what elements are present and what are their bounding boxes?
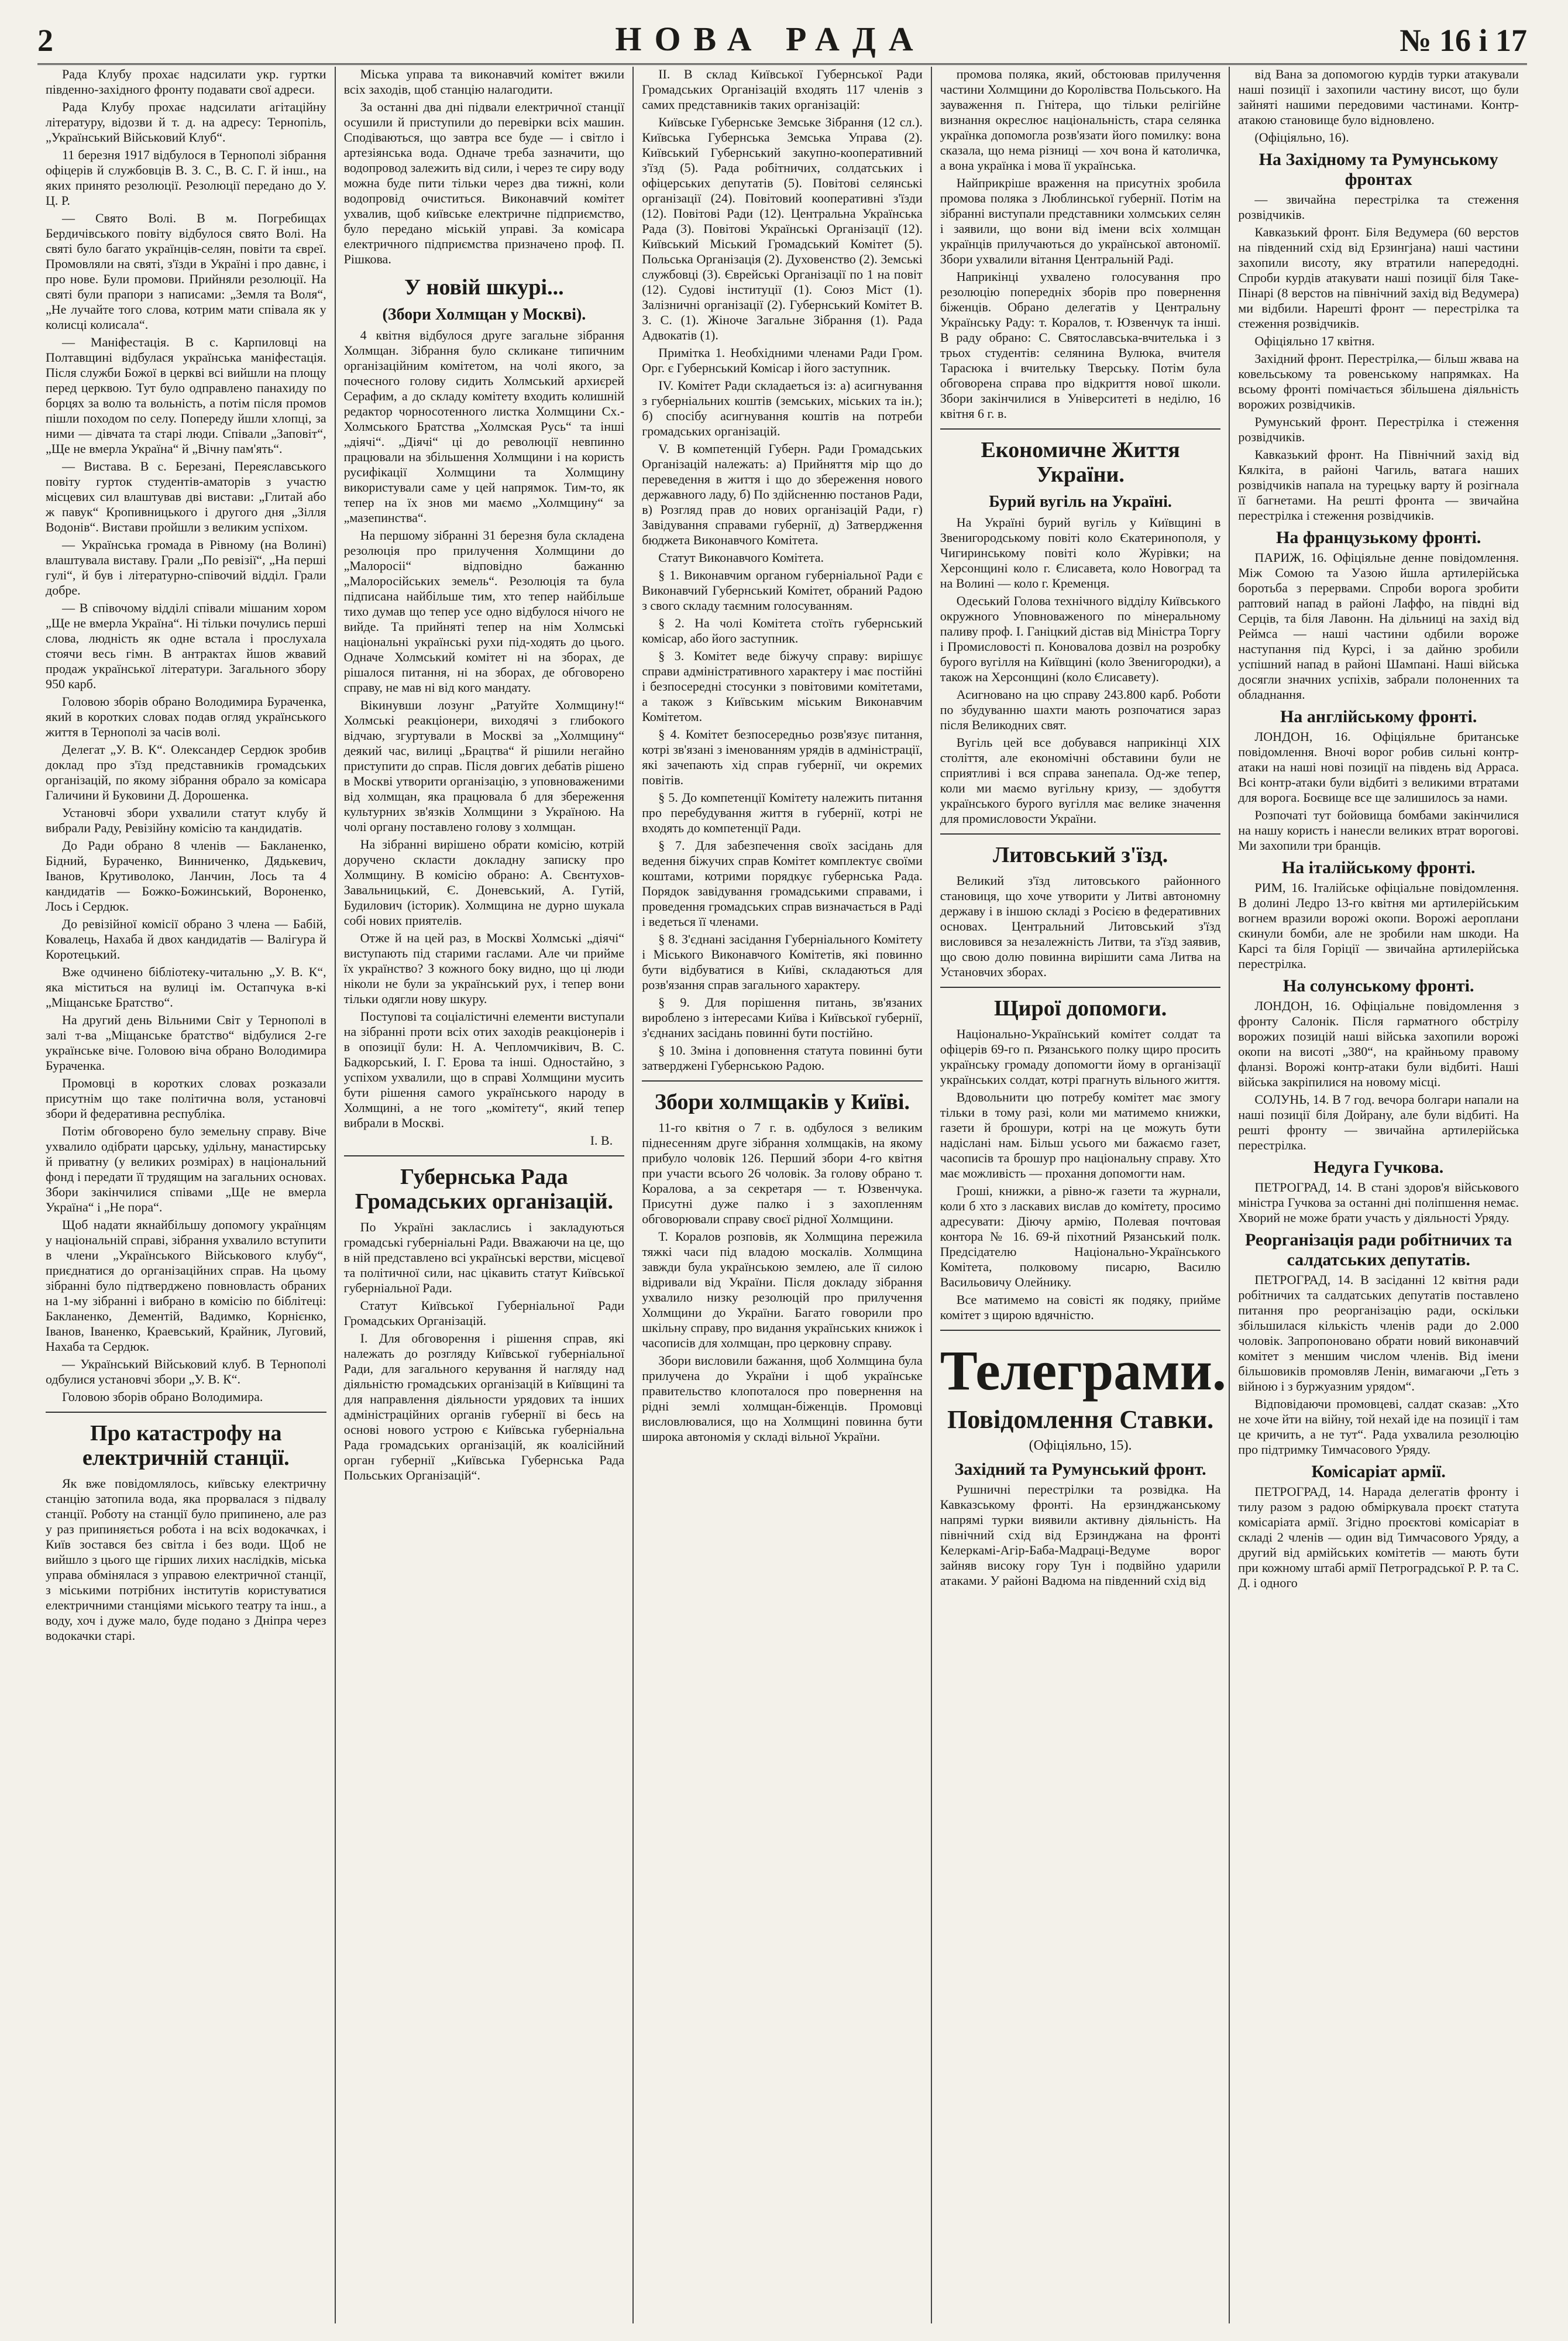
divider: [642, 1080, 923, 1082]
paragraph: Одеський Голова технічного відділу Київського окружного Уповноваженого по мінеральному паливу проф. І. Ганіцкий дістав від Міністра Торгу і Промисловості п. Коновалова дозвіл на розробку бурого вугілля на Київщині (коло Звенигородки), а також на Херсонщині (коло Єлисавету).: [940, 593, 1221, 684]
paragraph: За останні два дні підвали електричної станції осушили й приступили до перевірки всіх машин. Сподіваються, що завтра все буде — і світло і артезіянська вода. Одначе треба зазначити, що водопровод залежить від сили, і через те сиру воду можна буде пити тільки через два тижні, коли водопровід очиститься. Виконавчий комітет ухвалив, щоб київське електричне підприємство, було передано міській управі. За комісара електричного підприємства призначено проф. П. Рішкова.: [343, 99, 625, 266]
article-heading: Економичне Життя України.: [981, 438, 1180, 487]
paragraph: ЛОНДОН, 16. Офіціальне повідомлення з фронту Салонік. Після гарматного обстрілу ворожих позицій наші війська захопили ворожі окопи на висоті „380“, на крайньому правому фланзі. Ворожі контр-атаки були відбиті. Наші війська закріпилися на новому місці.: [1238, 998, 1519, 1089]
divider: [46, 1412, 326, 1413]
masthead: [37, 22, 1527, 65]
paragraph: 4 квітня відбулося друге загальне зібрання Холмщан. Зібрання було скликане типичним організаційним комітетом, на чолі якого, за почесного голову сидить Холмський архиєрей Серафим, а до складу комітету входить колишній редактор чорносотенного листка Холмщини Сх.-Холмського Братства „Холмская Русь“ та інші „діячі“. „Діячі“ ці до революції невпинно працювали на збільшення Холмщини і на користь русифікації Холмщини та Холмщину використували саме у цей напрямок. Тим-то, як тепер на їх знов ми маємо „Холмщину“ за „мазепинства“.: [343, 328, 625, 525]
paragraph: § 10. Зміна і доповнення статута повинні бути затверджені Губернською Радою.: [642, 1043, 923, 1073]
section-heading: На англійському фронті.: [1280, 707, 1477, 726]
paragraph: Вже одчинено бібліотеку-читальню „У. В. К“, яка міститься на вулиці ім. Остапчука в-кі „Міщанське Братство“.: [46, 964, 326, 1010]
paragraph: — Маніфестація. В с. Карпиловці на Полтавщині відбулася українська маніфестація. Після служби Божої в церкві всі вийшли на площу перед церквою. Тут було одправлено панахиду по борцях за волю та вольність, а потім після промов пішли походом по селу. Попереду йшли хлопці, за ними — дівчата та старі люди. Співали „Заповіт“, „Ще не вмерла Україна“ й „Вічну пам'ять“.: [46, 335, 326, 456]
paragraph: I. Для обговорення і рішення справ, які належать до розгляду Київської губерніальної Ради, для загального керування й нагляду над діяльністю громадських організацій в Київщині та для направлення діяльности урядових та інших адміністраційних органів губернії ві бесь на основі нового устрою є Київська губерніальна Рада громадських організацій, як коалісійний орган губернії „Київська Губернська Рада Польських Організацій“.: [343, 1331, 625, 1482]
paragraph: Статут Київської Губерніальної Ради Громадських Організацій.: [343, 1298, 625, 1328]
paragraph: ПЕТРОГРАД, 14. В засіданні 12 квітня ради робітничих та салдатських депутатів поставлено питання про реорганізацію ради, оскільки збільшилася кількість членів ради до 2.000 чоловік. Запропоновано обрати новий виконавчий комітет з меншим числом членів. Від імени більшовиків промовляв Ленін, вимагаючи „Геть з війною і з буржуазним урядом“.: [1238, 1272, 1519, 1393]
paragraph: До ревізійної комісії обрано 3 члена — Бабій, Ковалець, Нахаба й двох кандидатів — Валігура й Коротецький.: [46, 917, 326, 962]
paragraph: Рада Клубу прохає надсилати агітаційну літературу, відозви й т. д. на адресу: Тернопіль, „Український Військовий Клуб“.: [46, 99, 326, 145]
article-heading: У новій шкурі...: [404, 275, 564, 300]
paragraph: По Україні закласлись і закладуються громадські губерніальні Ради. Вважаючи на це, що в ній представлено всі українські верстви, місцевої та політичної сили, нас цікавить статут Київської губерніальної Ради.: [343, 1220, 625, 1295]
divider: [940, 1330, 1221, 1331]
paragraph: — Українська громада в Рівному (на Волині) влаштувала виставу. Грали „По ревізії“, „На перші гулі“, й був і літературно-співочий відділ. Грали добре.: [46, 537, 326, 598]
section-heading: На французькому фронті.: [1276, 528, 1481, 547]
paragraph: промова поляка, який, обстоював прилучення частини Холмщини до Королівства Польського. На зауваження п. Гнітера, що тільки релігійне визнання окреслює національність, стара селянка українка допомогла розв'язати його помилку: вона сказала, що нема різниці — хоч вона й католичка, а вона українка і мова її українська.: [940, 67, 1221, 173]
paragraph: Київське Губернське Земське Зібрання (12 сл.). Київська Губернська Земська Управа (2). Київський Губернський закупно-кооперативний з'їзд (5). Рада робітничих, солдатських і офіцерських депутатів (5). Повітові селянські організації (24). Повітовий кооперативні з'їзди (12). Повітові Ради (12). Центральна Українська Рада (3). Повітові Українські Організації (12). Київський Міський Громадський Комітет (5). Польська Організація (2). Духовенство (2). Земські службовці (3). Єврейські Організації по 1 на повіт (12). Судові інституції (1). Союз Міст (1). Залізничні організації (2). Губернський Комітет В. З. С. (1). Жіноче Загальне Зібрання (1). Рада Адвокатів (1).: [642, 115, 923, 342]
paragraph: Офіціяльно 17 квітня.: [1254, 334, 1375, 348]
paragraph: Рада Клубу прохає надсилати укр. гуртки південно-західного фронту подавати свої адреси.: [46, 67, 326, 97]
paragraph: Як вже повідомлялось, київську електричну станцію затопила вода, яка прорвалася з підвалу станції. Роботу на станції було припинено, але раз у раз припиняється робота і на всіх водокачках, і Київ зостався без світла і без води. Щоб не вийшло з цього ще гірших лихих наслідків, міська управа обмінялася з управою електричної станції, з міськими потрібних інститутів користуватися електричними станціями міського театру та інш., а воду, хоч і дуже мало, буде подано з Дніпра через водокачки старі.: [46, 1476, 326, 1643]
paragraph: V. В компетенцій Губерн. Ради Громадських Організацій належать: а) Прийняття мір що до переведення в життя і що до збереження нового державного ладу, б) По здійсненню постанов Ради, в) Розгляд прав до нових організацій Ради, г) Завідування справами губернії, д) Затвердження бюджета Виконавчого Комітета.: [642, 441, 923, 547]
column-5: [1230, 67, 1527, 2323]
column-1: [37, 67, 336, 2323]
section-heading: Реорганізація ради робітничих та салдатських депутатів.: [1244, 1230, 1512, 1269]
paragraph: § 5. До компетенції Комітету належить питання про перебудування життя в губернії, котрі не входять до компетенції Ради.: [642, 790, 923, 835]
paragraph: СОЛУНЬ, 14. В 7 год. вечора болгари напали на наші позиції біля Дойрану, але були відбиті. На решті фронту — звичайна артилерійська перестрілка.: [1238, 1092, 1519, 1152]
paragraph: Статут Виконавчого Комітета.: [658, 550, 824, 565]
paragraph: ПЕТРОГРАД, 14. Нарада делегатів фронту і тилу разом з радою обміркувала проєкт статута комісаріата армії. Згідно проєктові комісаріат в складі 2 членів — один від Тимчасового Уряду, а другий від армійських комітетів — мають бути при кожному штабі армії Петроградської Р. Р. та С. Д. і одного: [1238, 1484, 1519, 1590]
paragraph: На першому зібранні 31 березня була складена резолюція про прилучення Холмщини до „Малоросіі“ відповідно бажанню „Малоросійських земель“. Резолюція та була підписана найбільше тим, хто тепер найбільше тихо думав що тепер усе одно відбулося нічого не вийде. Та прийняті тепер на нім Холмські національні українські рухи під-ходять до цього. Одначе Холмський комітет ні на зборах, де рішалося питання, ні на зборах, де обговорено справу, не мав ні від кого мандату.: [343, 528, 625, 695]
paragraph: ПАРИЖ, 16. Офіціяльне денне повідомлення. Між Сомою та Уазою йшла артилерійська боротьба з перервами. Спроби ворога зробити раптовий напад в районі Лаффо, на півдні від Серців, та біля Лавонн. На дільниці на захід від Реймса — наші частини одбили вороже наступання під Курсі, і за дайню зробили успішний напад в районі Шампані. Наші війська досягли значних успіхів, забрали полоненних та обладнання.: [1238, 550, 1519, 702]
divider: [940, 833, 1221, 835]
paragraph: Потім обговорено було земельну справу. Віче ухвалило одібрати царську, удільну, манастирську й приватну (у великих розмірах) в національний фонд і передати її трудящим на загальних основах. Збори закінчилися співами „Ще не вмерла Україна“ і „Не пора“.: [46, 1124, 326, 1214]
paragraph: — Вистава. В с. Березані, Переяславського повіту гурток студентів-аматорів з участю місцевих сил влаштував дві вистави: „Глитай або ж павук“ Кропивницького і другого дня „Зілля Водонів“. Вистави пройшли з великим успіхом.: [46, 459, 326, 534]
paragraph: Міська управа та виконавчий комітет вжили всіх заходів, щоб станцію налагодити.: [343, 67, 625, 97]
paragraph: Вікинувши лозунг „Ратуйте Холмщину!“ Холмські реакціонери, виходячі з глибокого відчаю, згуртували в Москві за „Холмщину“ деякий час, вилиці „Брацтва“ й рішили негайно приступити до справ. Після довгих дебатів рішено в Москві утворити організацію, з уповноваженими від холмщан, яка працювала б для збереження культурних зв'язків Холмщини з Україною. На чолі органу поставлено голову з холмщан.: [343, 698, 625, 834]
section-heading: На італійському фронті.: [1281, 858, 1476, 877]
paragraph: Збори висловили бажання, щоб Холмщина була прилучена до України і щоб українське правительство клопоталося про повернення на рідні землі холмщан-біженців. Промовці висловлювалися, що на Холмщині повинна бути широка автономія у складі вільної України.: [642, 1353, 923, 1444]
paragraph: Кавказький фронт. Біля Ведумера (60 верстов на південний схід від Ерзингjана) наші частини захопили висоту, яку втратили напередодні. Спроби курдів атакувати наші позиції біля Таке-Пінарі (8 верстов на північний захід від Ведумера) ми відбили. Нарешті фронт — перестрілка та стеження розвідчиків.: [1238, 225, 1519, 331]
article-heading: Щирої допомоги.: [993, 996, 1167, 1021]
divider: [940, 428, 1221, 430]
telegrams-subtitle: Повідомлення Ставки.: [947, 1405, 1214, 1434]
paragraph: ПЕТРОГРАД, 14. В стані здоров'я військового міністра Гучкова за останні дні поліпшення немає. Хворий не може брати участь у діяльності Уряду.: [1238, 1180, 1519, 1225]
article-heading: Литовський з'їзд.: [992, 843, 1168, 867]
section-heading: На солунському фронті.: [1282, 976, 1474, 996]
paragraph: — звичайна перестрілка та стеження розвідчиків.: [1238, 192, 1519, 222]
paragraph: Т. Коралов розповів, як Холмщина пережила тяжкі часи під владою москалів. Холмщина завжди була українською землею, але її силою відривали від України. Після докладу зібрання ухвалило низку резолюцій про прилучення Холмщини до України. Багато говорили про шкільну справу, про видання українських книжок і часописів для холмщан, про церковну справу.: [642, 1229, 923, 1350]
issue-number: № 16 і 17: [1399, 23, 1527, 58]
paragraph: Делегат „У. В. К“. Олександер Сердюк зробив доклад про з'їзд представників громадських організацій, по якому зібрання обрало за комісара Галичини й Буковини Д. Дорошенка.: [46, 742, 326, 802]
page-number: 2: [37, 23, 53, 58]
author-signature: І. В.: [590, 1133, 613, 1148]
paragraph: від Вана за допомогою курдів турки атакували наші позиції і захопили частину висот, що були зайняті нашими передовими частинами. Контр-атакою становище було відновлено.: [1238, 67, 1519, 127]
paragraph: § 1. Виконавчим органом губерніальної Ради є Виконавчий Губернський Комітет, обраний Радою з свого складу таємним голосуванням.: [642, 568, 923, 613]
paragraph: § 3. Комітет веде біжучу справу: вирішує справи адміністративного характеру і має постійні і безпосередні стосунки з повітовими комітетами, а також з Київським міським Виконавчим Комітетом.: [642, 648, 923, 724]
paragraph: РИМ, 16. Італійське офіціальне повідомлення. В долині Ледро 13-го квітня ми артилерійським вогнем вразили ворожі окопи. Ворожі аероплани скинули бомби, але не зробили нам шкоди. На Карсі та біля Горіції — звичайна артилерійська перестрілка.: [1238, 880, 1519, 971]
paragraph: На зібранні вирішено обрати комісію, котрій доручено скласти докладну записку про Холмщину. В комісію обрано: А. Свєнтухов-Завальницький, Є. Доневський, А. Гутій, Будилович (історик). Холмщина не дурно шукала собі нових приятелів.: [343, 837, 625, 928]
telegrams-note: (Офіціяльно, 15).: [1029, 1438, 1132, 1453]
paragraph: Промовці в коротких словах розказали присутнім що таке політична воля, установчі збори й федеративна республіка.: [46, 1076, 326, 1121]
paragraph: Найприкріше враження на присутніх зробила промова поляка з Люблинської губернії. Потім на зібранні виступали представники холмських селян і заявили, що вони від імени всіх холмщан українців прилучаються до української автономії. Збори ухвалили вітання Центральній Раді.: [940, 176, 1221, 266]
paragraph: Кавказький фронт. На Північний захід від Кялкіта, в районі Чагиль, ватага наших розвідчиків напала на турецьку варту й розігнала її багнетами. На решті фронта — звичайна перестрілка і стеження розвідчиків.: [1238, 447, 1519, 523]
paragraph: Наприкінці ухвалено голосування про резолюцію попередніх зборів про повернення біженців. Обрано делегатів у Центральну Українську Раду: т. Коралов, т. Юзвенчук та інші. В раду обрано: С. Святославська-вчителька і з трьох студентів: селянина Вулюка, вчителя Тарасюка і вчительку Тверську. Потім була обговорена справа про відкриття нової школи. Збори закінчилися в Університеті в неділю, 16 квітня 6 г. в.: [940, 269, 1221, 421]
paragraph: § 7. Для забезпечення своїх засідань для ведення біжучих справ Комітет комплектує своїми коштами, котрими порядкує губернська Рада. Порядок завідування громадськими справами, і проведення громадських справ визначається в Раді і ведеться її членами.: [642, 838, 923, 929]
column-2: [336, 67, 634, 2323]
paragraph: Головою зборів обрано Володимира.: [62, 1389, 263, 1404]
paragraph: — Свято Волі. В м. Погребищах Бердичівського повіту відбулося свято Волі. На святі було багато українців-селян, повіти та євреї. Промовляли на святі, з'їзди в Україні і про давнє, і про нове. Були промови. Прийняли резолюції. На святі були прапори з написами: „Земля та Воля“, „Не лучайте того слова, котрим мати співала як у колисці колисала“.: [46, 211, 326, 332]
paragraph: Вдовольнити цю потребу комітет має змогу тільки в тому разі, коли ми матимемо книжки, газети й брошури, котрі на це можуть бути надіслані нам. Більш усього ми бажаємо газет, часописів та брошур про національну справу. Хто має можливість — прохання допомогти нам.: [940, 1090, 1221, 1180]
paragraph: 11-го квітня о 7 г. в. одбулося з великим піднесенням друге зібрання холмщаків, на якому прибуло чоловік 126. Перший збори 4-го квітня при участи всього 26 чоловік. За голову обрано т. Коралова, а за секретаря — т. Юзвенчука. Присутні дуже палко і з захопленням обговорювали справу своєї рідної Холмщини.: [642, 1120, 923, 1226]
paragraph: § 9. Для порішення питань, зв'язаних вироблено з інтересами Київа і Київської губернії, з'єднаних засідань повинні бути постійно.: [642, 995, 923, 1040]
paragraph: IV. Комітет Ради складаеться із: а) асигнування з губерніальних коштів (земських, міських та ін.); б) спосібу асигнування коштів на потреби громадських організацій.: [642, 378, 923, 438]
paragraph: § 8. З'єднані засідання Губерніального Комітету і Міського Виконавчого Комітетів, які повинно бути відбуватися в Київі, складаються для розв'язання справ загального характеру.: [642, 932, 923, 992]
paragraph: — Український Військовий клуб. В Тернополі одбулися установчі збори „У. В. К“.: [46, 1357, 326, 1386]
paragraph: (Офіціяльно, 16).: [1254, 130, 1349, 145]
section-heading: Комісаріат армії.: [1311, 1462, 1446, 1481]
paragraph: Гроші, книжки, а рівно-ж газети та журнали, коли б хто з ласкавих вислав до комітету, просимо адресувати: Діючу армію, Полевая почтовая контора № 16. 69-й піхотний Рязанський полк. Предсідателю Національно-Українського Комітета, полковому писарю, Василю Васильовичу Олейнику.: [940, 1183, 1221, 1289]
paragraph: Поступові та соціалістичні елементи виступали на зібранні проти всіх отих заходів реакціонерів і в опозиції були: Н. А. Чепломчиківич, В. С. Бадкорський, І. Г. Ерова та інші. Одностайно, з успіхом ухвалили, що в справі Холмщини мусить бути рішення самого українського народу в Холмщині, а не того „комітету“, який тепер вибрали в Москві.: [343, 1009, 625, 1130]
paragraph: II. В склад Київської Губернської Ради Громадських Організацій входять 117 членів з самих представників таких організацій:: [642, 67, 923, 112]
column-4: [932, 67, 1230, 2323]
paragraph: Отже й на цей раз, в Москві Холмські „діячі“ виступають під старими гаслами. Але чи прийме їх українство? З кожного боку видно, що ці люди ніколи не були за український рух, і тепер вони тільки одягли нову шкуру.: [343, 931, 625, 1006]
article-columns: [37, 67, 1527, 2323]
paragraph: Відповідаючи промовцеві, салдат сказав: „Хто не хоче йти на війну, той нехай іде на позиції і там це кричить, а не тут“. Рада ухвалила резолюцію про підтримку Тимчасового Уряду.: [1238, 1396, 1519, 1457]
paragraph: ЛОНДОН, 16. Офіціяльне британське повідомлення. Вночі ворог робив сильні контр-атаки на наші нові позиції на південь від Арраса. Всі контр-атаки були відбиті з великими втратами для ворога. Боєвище все ще залишилось за нами.: [1238, 729, 1519, 805]
article-subheading: (Збори Холмщан у Москві).: [382, 306, 586, 324]
paragraph: До Ради обрано 8 членів — Бакланенко, Бідний, Бураченко, Винниченко, Дядькевич, Іванов, Крутиволоко, Ланчин, Лось та 4 кандидатів — Божко-Божинський, Вороненко, Лось і Сердюк.: [46, 838, 326, 914]
telegrams-title: Телеграми.: [940, 1339, 1226, 1402]
paragraph: Розпочаті тут бойовища бомбами закінчилися на нашу користь і нанесли великих втрат ворогові. Ми захопили три бранців.: [1238, 808, 1519, 853]
paragraph: На другий день Вільними Світ у Тернополі в залі т-ва „Міщанське братство“ відбулися 2-ге українське віче. Головою віча обрано Володимира Бураченка.: [46, 1012, 326, 1073]
paragraph: Установчі збори ухвалили статут клубу й вибрали Раду, Ревізійну комісію та кандидатів.: [46, 805, 326, 835]
paragraph: Великий з'їзд литовського районного становиця, що хоче утворити у Литві автономну державу і в іншою складі з Росією в федеративних основах. Центральний Литовський з'їзд висловився за незалежність Литви, та з'їзд заявив, що свою долю повинна вирішити сама Литва на Установчих зборах.: [940, 873, 1221, 979]
paragraph: На Україні бурий вугіль у Київщині в Звенигородському повіті коло Єкатеринополя, у Чигиринському повіті коло Журівки; на Херсонщині коло г. Єлисавета, коло Новоград та на Волині — коло г. Кременця.: [940, 515, 1221, 591]
article-heading: Збори холмщаків у Київі.: [654, 1090, 910, 1114]
paragraph: — В співочому відділі співали мішаним хором „Ще не вмерла Україна“. Ні тільки почулись перші слова, людність як одне встала і прослухала стоячи весь гімн. В антрактах йшов жвавий продаж української літератури. Загального збору 950 карб.: [46, 600, 326, 691]
paragraph: Асигновано на цю справу 243.800 карб. Роботи по збудуванню шахти мають розпочатися зараз після Великодних свят.: [940, 687, 1221, 732]
article-subheading: Бурий вугіль на Україні.: [989, 493, 1172, 511]
paragraph: Примітка 1. Необхідними членами Ради Гром. Орг. є Губернський Комісар і його заступник.: [642, 345, 923, 375]
column-3: [634, 67, 932, 2323]
section-heading: Західний та Румунський фронт.: [954, 1460, 1206, 1479]
paragraph: Головою зборів обрано Володимира Бураченка, який в коротких словах подав огляд українського життя в Тернополі за часів волі.: [46, 694, 326, 739]
paragraph: Західний фронт. Перестрілка,— більш жвава на ковельському та ровенському напрямках. На всьому фронті помічається збільшена діяльність ворожих розвідчиків.: [1238, 351, 1519, 411]
section-heading: На Західному та Румунському фронтах: [1258, 150, 1498, 189]
paragraph: Румунський фронт. Перестрілка і стеження розвідчиків.: [1238, 414, 1519, 444]
paragraph: § 4. Комітет безпосередньо розв'язує питання, котрі зв'язані з іменованням урядів в адміністрації, які зачепають хід справ губернії, чи окремих повітів.: [642, 727, 923, 787]
divider: [344, 1155, 625, 1156]
article-heading: Про катастрофу на електричній станції.: [82, 1421, 290, 1470]
paragraph: Щоб надати якнайбільшу допомогу українцям у національній справі, зібрання ухвалило вступити в члени „Українського Військового клубу“, приєднатися до організаційних справ. На цьому зібранні було підтверджено повновласть обраних на 1-му зібранні і вибрано в комісію по біблітеці: Бакланенко, Дементій, Вадимко, Корнієнко, Іванов, Іваненко, Краевський, Крайник, Луговий, Нахаба та Сердюк.: [46, 1217, 326, 1354]
paragraph: Вугіль цей все добувався наприкінці XIX століття, але економічні обставини були не сприятливі і вся справа занепала. Од-же тепер, коли ми маємо вугільну кризу, — здобуття українського бурого вугілля має велике значення для промисловости України.: [940, 735, 1221, 826]
paragraph: Все матимемо на совісті як подяку, прийме комітет з щирою вдячністю.: [940, 1292, 1221, 1322]
divider: [940, 987, 1221, 988]
paragraph: Рушничні перестрілки та розвідка. На Кавказському фронті. На ерзинджанському напрямі турки виявили активну діяльність. На північний схід від Ерзинджана на фронті Келеркамі-Агір-Баба-Мадраці-Ведуме ворог зайняв високу гору Тун і подвійно ударили атаками. У районі Вадюма на південний схід від: [940, 1482, 1221, 1588]
paragraph: § 2. На чолі Комітета стоїть губернський комісар, або його заступник.: [642, 616, 923, 646]
newspaper-title: НОВА РАДА: [615, 20, 926, 58]
paragraph: Національно-Український комітет солдат та офіцерів 69-го п. Рязанського полку щиро просить українську громаду допомогти йому в організації українських солдат, котрі прагнуть вільного життя.: [940, 1027, 1221, 1087]
section-heading: Недуга Гучкова.: [1313, 1158, 1444, 1177]
paragraph: 11 березня 1917 відбулося в Тернополі зібрання офіцерів й службовців В. З. С., В. С. Г. й інш., на яких принято резолюції. Резолюції передано до У. Ц. Р.: [46, 147, 326, 208]
article-heading: Губернська Рада Громадських організацій.: [355, 1165, 614, 1214]
